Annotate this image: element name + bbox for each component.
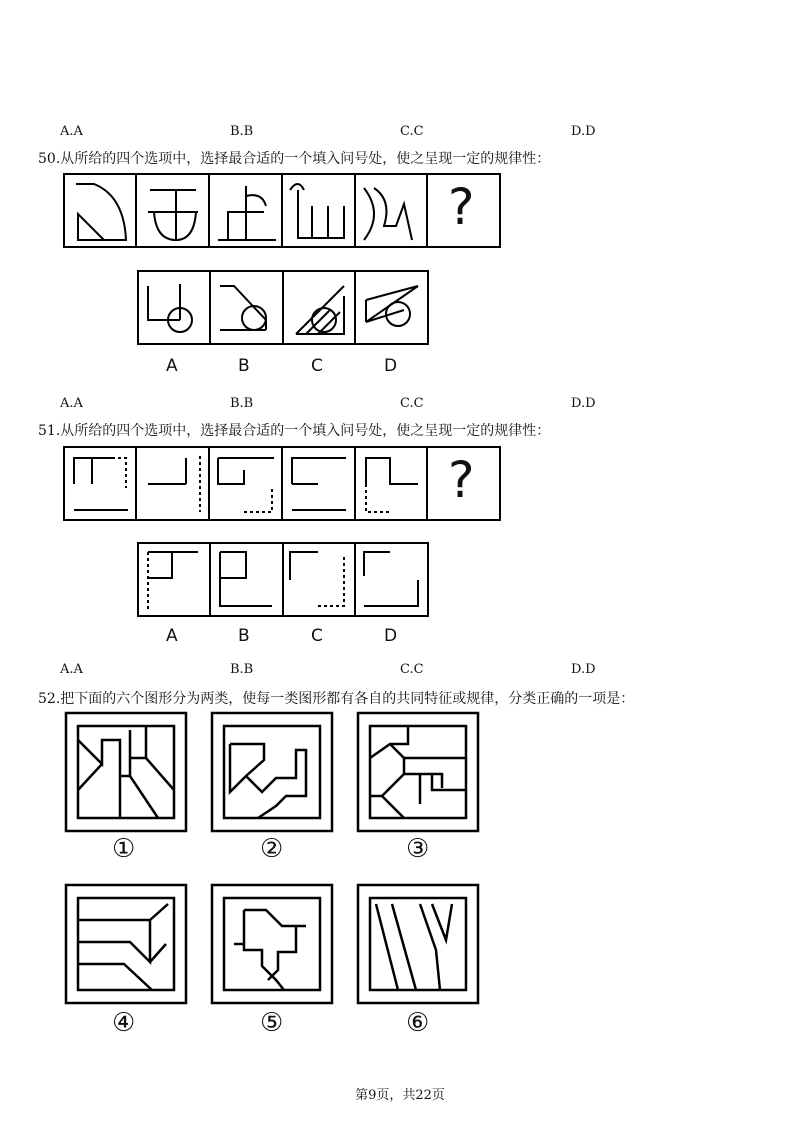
answer-d-row2: D.D — [571, 396, 596, 411]
q52-number-6: ⑥ — [406, 1008, 430, 1038]
q52-fig6-lines — [376, 904, 452, 990]
answer-a-row1: A.A — [60, 124, 83, 139]
q52-fig4-lines — [78, 904, 168, 990]
q51-label-d: D — [384, 626, 398, 646]
q50-question-mark: ? — [448, 178, 475, 236]
q52-fig5-outer — [212, 885, 332, 1003]
q52-fig2-lines — [230, 744, 306, 818]
question-50-text: 50.从所给的四个选项中，选择最合适的一个填入问号处，使之呈现一定的规律性： — [38, 151, 551, 167]
q52-number-1: ① — [112, 834, 136, 864]
q52-number-3: ③ — [406, 834, 430, 864]
q51-label-b: B — [238, 626, 250, 646]
q52-fig1-outer — [66, 713, 186, 831]
q51-label-a: A — [166, 626, 178, 646]
q52-number-2: ② — [260, 834, 284, 864]
answer-b-row3: B.B — [230, 662, 254, 677]
answer-d-row1: D.D — [571, 124, 596, 139]
q52-number-4: ④ — [112, 1008, 136, 1038]
answer-b-row1: B.B — [230, 124, 254, 139]
q52-fig5-lines — [234, 910, 306, 990]
answer-b-row2: B.B — [230, 396, 254, 411]
q52-fig6-outer — [358, 885, 478, 1003]
question-52-text: 52.把下面的六个图形分为两类，使每一类图形都有各自的共同特征或规律，分类正确的一项是： — [38, 691, 635, 707]
q50-label-a: A — [166, 356, 178, 376]
answer-c-row3: C.C — [400, 662, 424, 677]
answer-c-row2: C.C — [400, 396, 424, 411]
answer-c-row1: C.C — [400, 124, 424, 139]
q50-label-d: D — [384, 356, 398, 376]
q50-label-b: B — [238, 356, 250, 376]
q50-label-c: C — [311, 356, 323, 376]
q52-fig3-lines — [370, 726, 466, 818]
answer-d-row3: D.D — [571, 662, 596, 677]
page-footer: 第9页，共22页 — [355, 1088, 445, 1103]
q51-label-c: C — [311, 626, 323, 646]
q52-fig3-outer — [358, 713, 478, 831]
q51-question-mark: ? — [448, 451, 475, 509]
answer-a-row3: A.A — [60, 662, 83, 677]
answer-a-row2: A.A — [60, 396, 83, 411]
question-51-text: 51.从所给的四个选项中，选择最合适的一个填入问号处，使之呈现一定的规律性： — [38, 423, 551, 439]
q52-number-5: ⑤ — [260, 1008, 284, 1038]
q52-fig4-outer — [66, 885, 186, 1003]
q52-fig1-lines — [78, 726, 174, 818]
